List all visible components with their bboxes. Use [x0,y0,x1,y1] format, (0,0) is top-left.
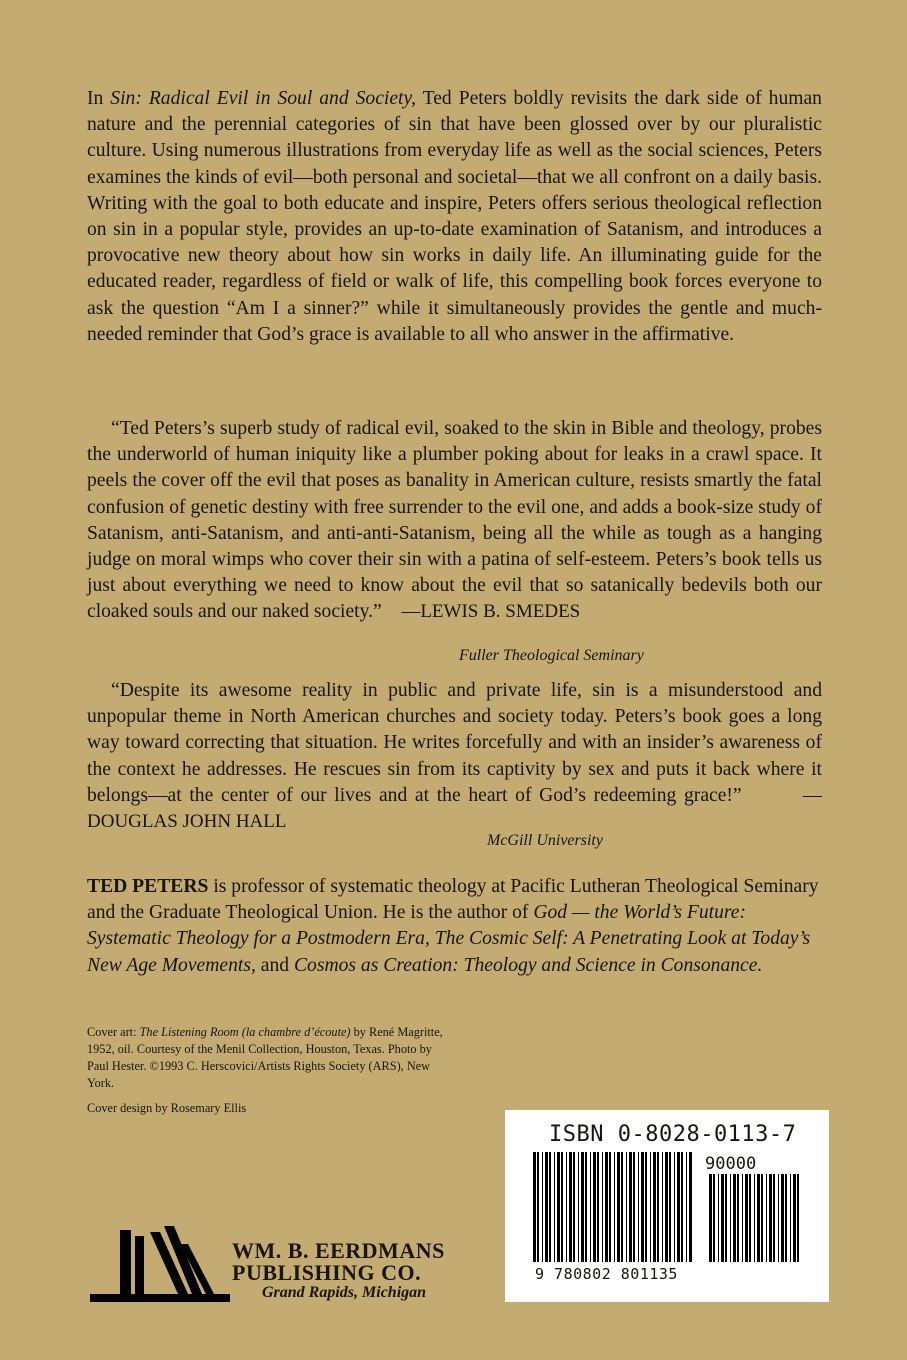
endorsement-author: —DOUGLAS JOHN HALL [87,784,823,833]
barcode-bar [542,1152,543,1262]
publisher-name [232,1240,445,1284]
barcode-bars [533,1152,823,1267]
barcode-bar [641,1152,644,1262]
author-bio [87,874,827,979]
publisher-location: Grand Rapids, Michigan [262,1284,427,1301]
endorsement-text: “Ted Peters’s superb study of radical evil, soaked to the skin in Bible and theology, probes the underworld of human iniquity like a plumber poking about for leaks in a crawl space. It peels the cover off the evil that poses as banality in American culture, resists smartly the fatal confusion of genetic destiny with free surrender to the evil one, and adds a book-size study of Satanism, anti-Satanism, and anti-anti-Satanism, being all the while as tough as a hanging judge on moral wimps who cover their sin with a patina of self-esteem. Peters’s book tells us just about everything we need to know about the evil that so satanically bedevils both our cloaked souls and our naked society.” [87,418,822,623]
barcode-bar [773,1174,775,1262]
barcode-bar [593,1152,596,1262]
barcode-bar [761,1174,763,1262]
barcode-bar [549,1152,551,1262]
barcode-bar [554,1152,555,1262]
art-title: The Listening Room (la chambre d’écoute) [139,1025,351,1039]
barcode-bar [766,1174,767,1262]
barcode-bar [709,1174,712,1262]
barcode-bar [585,1152,587,1262]
barcode-bar [614,1152,615,1262]
barcode-bar [778,1174,779,1262]
barcode-bar [721,1174,724,1262]
barcode-bar [609,1152,611,1262]
barcode-bar [754,1174,755,1262]
barcode-bar [769,1174,772,1262]
barcode-bar [638,1152,639,1262]
barcode-bar [645,1152,647,1262]
barcode-bar [689,1152,692,1262]
bio-text: and [255,954,294,976]
barcode-bar [590,1152,591,1262]
barcode-bar [578,1152,579,1262]
barcode-bar [757,1174,760,1262]
barcode-bar [657,1152,659,1262]
barcode-bar [581,1152,584,1262]
barcode-bar [713,1174,715,1262]
barcode-bar [665,1152,668,1262]
endorsement-affiliation: McGill University [487,832,603,849]
barcode-bar [733,1174,736,1262]
barcode-bar [653,1152,656,1262]
barcode-bar [617,1152,620,1262]
endorsement-hall [87,678,822,835]
ean-bars [533,1152,692,1262]
cover-design-credit: Cover design by Rosemary Ellis [87,1101,247,1115]
book-description [87,86,822,348]
endorsement-author: —LEWIS B. SMEDES [401,601,581,623]
barcode-bar [730,1174,731,1262]
barcode-bar [633,1152,635,1262]
barcode-bar [674,1152,675,1262]
barcode-bar [737,1174,739,1262]
publisher-line-2: PUBLISHING CO. [232,1260,422,1285]
barcode-bar [629,1152,632,1262]
barcode-bar [566,1152,567,1262]
barcode-bar [790,1174,791,1262]
barcode-bar [749,1174,751,1262]
barcode-bar [545,1152,548,1262]
isbn-number: ISBN 0-8028-0113-7 [549,1122,797,1147]
price-code: 90000 [705,1154,757,1174]
description-body: Ted Peters boldly revisits the dark side of human nature and the perennial categories of sin that have been glossed over by our pluralistic culture. Using numerous illustrations from everyday life as well as the social sciences, Peters examines the kinds of evil—both personal and societal—that we all confront on a daily basis. Writing with the goal to both educate and inspire, Peters offers serious theological reflection on sin in a popular style, provides an up-to-date examination of Satanism, and introduces a provocative new theory about how sin works in daily life. An illuminating guide for the educated reader, regardless of field or walk of life, this compelling book forces everyone to ask the question “Am I a sinner?” while it simultaneously provides the gentle and much-needed reminder that God’s grace is available to all who answer in the affirmative. [87,88,822,345]
barcode-bar [686,1152,687,1262]
barcode-bar [781,1174,784,1262]
barcode-bar [677,1152,680,1262]
publisher-line-1: WM. B. EERDMANS [232,1238,445,1263]
barcode-bar [662,1152,663,1262]
barcode-bar [602,1152,603,1262]
barcode-bar [681,1152,683,1262]
book-title: Sin: Radical Evil in Soul and Society, [110,88,417,109]
barcode-bar [573,1152,575,1262]
barcode-bar [669,1152,671,1262]
barcode-bar [569,1152,572,1262]
cover-art-credit [87,1024,447,1092]
ean-number: 9 780802 801135 [535,1265,678,1283]
bio-book: Cosmos as Creation: Theology and Science in Consonance. [293,954,763,976]
author-name: TED PETERS [87,876,209,897]
barcode-bar [797,1174,799,1262]
description-lead: In [87,88,111,109]
endorsement-text: “Despite its awesome reality in public and private life, sin is a misunderstood and unpopular theme in North American churches and society today. Peters’s book goes a long way toward correcting that situation. He writes forcefully and with an insider’s awareness of the context he addresses. He rescues sin from its captivity by sex and puts it back where it belongs—at the center of our lives and at the heart of God’s redeeming grace!” [87,680,822,806]
barcode-bar [742,1174,743,1262]
barcode-bar [785,1174,787,1262]
barcode-bar [650,1152,651,1262]
isbn-barcode [505,1110,829,1302]
barcode-bar [597,1152,599,1262]
credit-lead: Cover art: [87,1025,140,1039]
endorsement-affiliation: Fuller Theological Seminary [459,647,644,664]
barcode-bar [725,1174,727,1262]
barcode-bar [793,1174,796,1262]
barcode-bar [557,1152,560,1262]
barcode-bar [626,1152,627,1262]
bio-text: is professor of systematic theology at Pacific Lutheran Theological Seminary and the Graduate Theological Union. He is the author of [87,876,819,924]
barcode-bar [605,1152,608,1262]
barcode-bar [745,1174,748,1262]
publisher-logo-icon [90,1222,230,1304]
endorsement-smedes [87,416,822,626]
addon-bars [709,1174,799,1262]
barcode-bar [561,1152,563,1262]
barcode-bar [718,1174,719,1262]
barcode-bar [621,1152,623,1262]
bio-books: God — the World’s Future: Systematic Theology for a Postmodern Era, The Cosmic Self: A Penetrating Look at Today’s New Age Movements, [87,902,811,976]
barcode-bar [537,1152,539,1262]
credit-body: by René Magritte, 1952, oil. Courtesy of the Menil Collection, Houston, Texas. Photo by Paul Hester. ©1993 C. Herscovici/Artists Rights Society (ARS), New York. [87,1025,443,1090]
barcode-bar [533,1152,536,1262]
